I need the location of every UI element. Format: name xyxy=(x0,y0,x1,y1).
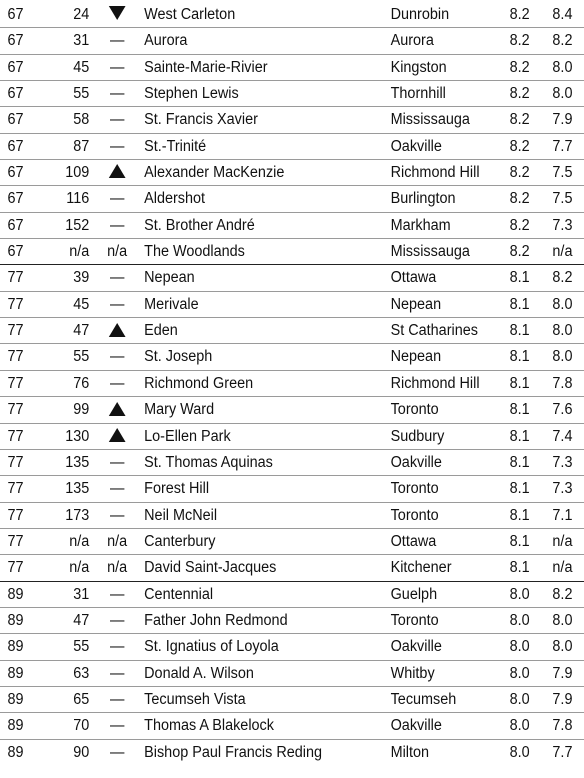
previous-rank-cell: 87 xyxy=(73,137,90,155)
dash-icon: — xyxy=(109,295,125,313)
previous-score-cell: 7.7 xyxy=(552,137,573,155)
previous-rank-cell: 24 xyxy=(73,6,90,23)
dash-icon: — xyxy=(109,111,125,129)
previous-score-cell: 7.5 xyxy=(552,190,573,208)
table-row xyxy=(0,740,584,766)
dash-icon: — xyxy=(109,638,125,656)
dash-icon: — xyxy=(109,216,125,234)
city-cell: Nepean xyxy=(390,295,442,313)
trend-cell xyxy=(104,81,130,107)
previous-score-cell: 8.2 xyxy=(552,585,573,603)
previous-rank-cell: 55 xyxy=(73,348,90,366)
score-cell: 8.2 xyxy=(509,164,530,182)
previous-rank-cell: 76 xyxy=(73,374,90,392)
dash-icon: — xyxy=(109,690,125,708)
table-row xyxy=(0,608,584,634)
table-row xyxy=(0,424,584,450)
score-cell: 8.0 xyxy=(509,690,530,708)
city-cell: Oakville xyxy=(390,638,442,656)
dash-icon: — xyxy=(109,137,125,155)
previous-score-cell: 7.6 xyxy=(552,401,573,419)
rank-cell: 67 xyxy=(7,190,24,208)
table-row xyxy=(0,239,584,265)
previous-score-cell: 7.9 xyxy=(552,664,573,682)
previous-score-cell: n/a xyxy=(552,559,573,577)
triangle-up-icon xyxy=(109,164,126,178)
rank-cell: 67 xyxy=(7,85,24,103)
school-name-cell: Neil McNeil xyxy=(144,506,218,524)
trend-cell xyxy=(104,265,130,291)
school-name-cell: Canterbury xyxy=(144,532,216,550)
city-cell: Mississauga xyxy=(390,243,470,261)
city-cell: Mississauga xyxy=(390,111,470,129)
trend-cell xyxy=(104,740,130,766)
score-cell: 8.2 xyxy=(509,6,530,23)
city-cell: Toronto xyxy=(390,506,439,524)
trend-na-text: n/a xyxy=(107,243,128,261)
trend-cell xyxy=(104,292,130,318)
dash-icon: — xyxy=(109,664,125,682)
table-row xyxy=(0,529,584,555)
table-row xyxy=(0,450,584,476)
trend-cell xyxy=(104,634,130,660)
table-row xyxy=(0,107,584,133)
rank-cell: 67 xyxy=(7,32,24,50)
school-name-cell: St. Francis Xavier xyxy=(144,111,258,129)
table-row xyxy=(0,186,584,212)
rank-cell: 77 xyxy=(7,295,24,313)
rank-cell: 67 xyxy=(7,164,24,182)
previous-rank-cell: 116 xyxy=(66,190,90,208)
city-cell: Whitby xyxy=(390,664,435,682)
city-cell: Toronto xyxy=(390,611,439,629)
score-cell: 8.1 xyxy=(509,269,530,287)
trend-cell xyxy=(104,424,130,450)
rank-cell: 89 xyxy=(7,717,24,735)
trend-cell xyxy=(104,160,130,186)
city-cell: Ottawa xyxy=(390,269,437,287)
school-name-cell: Alexander MacKenzie xyxy=(144,164,285,182)
table-row xyxy=(0,476,584,502)
dash-icon: — xyxy=(109,32,125,50)
previous-rank-cell: 47 xyxy=(73,611,90,629)
city-cell: Kitchener xyxy=(390,559,452,577)
dash-icon: — xyxy=(109,585,125,603)
city-cell: Richmond Hill xyxy=(390,374,480,392)
dash-icon: — xyxy=(109,269,125,287)
table-row xyxy=(0,265,584,291)
rank-cell: 77 xyxy=(7,453,24,471)
trend-cell xyxy=(104,318,130,344)
score-cell: 8.2 xyxy=(509,137,530,155)
dash-icon: — xyxy=(109,348,125,366)
trend-cell xyxy=(104,397,130,423)
city-cell: Guelph xyxy=(390,585,438,603)
table-row xyxy=(0,134,584,160)
previous-rank-cell: n/a xyxy=(69,559,90,577)
city-cell: Nepean xyxy=(390,348,442,366)
score-cell: 8.2 xyxy=(509,190,530,208)
previous-rank-cell: 130 xyxy=(65,427,90,445)
rank-cell: 67 xyxy=(7,216,24,234)
table-row xyxy=(0,503,584,529)
table-row xyxy=(0,344,584,370)
score-cell: 8.0 xyxy=(509,743,530,761)
dash-icon: — xyxy=(109,85,125,103)
previous-rank-cell: 70 xyxy=(73,717,90,735)
previous-score-cell: 8.2 xyxy=(552,32,573,50)
previous-score-cell: 7.4 xyxy=(552,427,573,445)
previous-rank-cell: 63 xyxy=(73,664,90,682)
score-cell: 8.1 xyxy=(509,348,530,366)
previous-rank-cell: 99 xyxy=(73,401,90,419)
score-cell: 8.2 xyxy=(509,85,530,103)
score-cell: 8.0 xyxy=(509,717,530,735)
trend-cell xyxy=(104,2,130,28)
rank-cell: 77 xyxy=(7,532,24,550)
rank-cell: 77 xyxy=(7,427,24,445)
city-cell: Toronto xyxy=(390,401,439,419)
score-cell: 8.0 xyxy=(509,585,530,603)
school-name-cell: Lo-Ellen Park xyxy=(144,427,231,445)
previous-score-cell: 7.3 xyxy=(552,453,573,471)
previous-score-cell: 8.0 xyxy=(552,348,573,366)
rank-cell: 77 xyxy=(7,374,24,392)
city-cell: Thornhill xyxy=(390,85,446,103)
dash-icon: — xyxy=(109,743,125,761)
rank-cell: 67 xyxy=(7,137,24,155)
table-row xyxy=(0,160,584,186)
dash-icon: — xyxy=(109,480,125,498)
school-name-cell: Tecumseh Vista xyxy=(144,690,246,708)
rank-cell: 89 xyxy=(7,638,24,656)
school-name-cell: Stephen Lewis xyxy=(144,85,239,103)
dash-icon: — xyxy=(109,506,125,524)
rank-cell: 77 xyxy=(7,348,24,366)
table-row xyxy=(0,213,584,239)
previous-score-cell: 7.1 xyxy=(552,506,573,524)
rank-cell: 77 xyxy=(7,322,24,340)
score-cell: 8.0 xyxy=(509,611,530,629)
score-cell: 8.1 xyxy=(509,480,530,498)
school-name-cell: Mary Ward xyxy=(144,401,215,419)
score-cell: 8.0 xyxy=(509,638,530,656)
city-cell: Ottawa xyxy=(390,532,437,550)
previous-score-cell: 8.0 xyxy=(552,295,573,313)
city-cell: Dunrobin xyxy=(390,6,450,23)
trend-cell xyxy=(104,344,130,370)
previous-rank-cell: 47 xyxy=(73,322,90,340)
school-name-cell: St. Joseph xyxy=(144,348,213,366)
previous-rank-cell: 55 xyxy=(73,638,90,656)
school-name-cell: David Saint-Jacques xyxy=(144,559,277,577)
trend-cell xyxy=(104,28,130,54)
score-cell: 8.1 xyxy=(509,401,530,419)
dash-icon: — xyxy=(109,190,125,208)
previous-rank-cell: 65 xyxy=(73,690,90,708)
previous-rank-cell: n/a xyxy=(69,532,90,550)
previous-score-cell: 8.4 xyxy=(552,6,573,23)
trend-cell xyxy=(104,608,130,634)
trend-cell xyxy=(104,55,130,81)
table-row xyxy=(0,2,584,28)
school-name-cell: Richmond Green xyxy=(144,374,254,392)
rank-cell: 89 xyxy=(7,611,24,629)
trend-cell xyxy=(104,186,130,212)
rank-cell: 89 xyxy=(7,743,24,761)
previous-score-cell: 7.7 xyxy=(552,743,573,761)
previous-score-cell: 8.0 xyxy=(552,322,573,340)
dash-icon: — xyxy=(109,611,125,629)
previous-score-cell: n/a xyxy=(552,243,573,261)
score-cell: 8.2 xyxy=(509,32,530,50)
rank-cell: 89 xyxy=(7,585,24,603)
city-cell: Oakville xyxy=(390,717,442,735)
score-cell: 8.2 xyxy=(509,243,530,261)
school-name-cell: St. Ignatius of Loyola xyxy=(144,638,279,656)
previous-rank-cell: 58 xyxy=(73,111,90,129)
triangle-up-icon xyxy=(109,428,126,442)
rank-cell: 67 xyxy=(7,111,24,129)
dash-icon: — xyxy=(109,374,125,392)
previous-score-cell: 7.8 xyxy=(552,374,573,392)
previous-rank-cell: 152 xyxy=(65,216,90,234)
previous-score-cell: n/a xyxy=(552,532,573,550)
school-name-cell: Aurora xyxy=(144,32,188,50)
score-cell: 8.2 xyxy=(509,58,530,76)
score-cell: 8.0 xyxy=(509,664,530,682)
trend-cell xyxy=(104,213,130,239)
previous-score-cell: 8.2 xyxy=(552,269,573,287)
previous-score-cell: 8.0 xyxy=(552,611,573,629)
school-name-cell: Sainte-Marie-Rivier xyxy=(144,58,268,76)
rank-cell: 77 xyxy=(7,401,24,419)
trend-cell xyxy=(104,476,130,502)
score-cell: 8.2 xyxy=(509,111,530,129)
trend-cell xyxy=(104,371,130,397)
city-cell: Tecumseh xyxy=(390,690,457,708)
school-name-cell: St.-Trinité xyxy=(144,137,207,155)
trend-cell xyxy=(104,529,130,555)
previous-rank-cell: 39 xyxy=(73,269,90,287)
city-cell: Kingston xyxy=(390,58,447,76)
table-row xyxy=(0,661,584,687)
previous-score-cell: 7.5 xyxy=(552,164,573,182)
score-cell: 8.1 xyxy=(509,374,530,392)
school-name-cell: Father John Redmond xyxy=(144,611,288,629)
previous-rank-cell: 135 xyxy=(65,453,90,471)
previous-score-cell: 7.9 xyxy=(552,111,573,129)
dash-icon: — xyxy=(109,58,125,76)
trend-cell xyxy=(104,555,130,581)
table-row xyxy=(0,687,584,713)
school-name-cell: Thomas A Blakelock xyxy=(144,717,274,735)
school-name-cell: St. Brother André xyxy=(144,216,255,234)
rank-cell: 77 xyxy=(7,506,24,524)
score-cell: 8.2 xyxy=(509,216,530,234)
rank-cell: 77 xyxy=(7,269,24,287)
previous-score-cell: 7.9 xyxy=(552,690,573,708)
school-name-cell: Nepean xyxy=(144,269,195,287)
school-name-cell: West Carleton xyxy=(144,6,236,23)
previous-score-cell: 7.8 xyxy=(552,717,573,735)
school-ranking-table xyxy=(0,2,584,766)
school-name-cell: Eden xyxy=(144,322,178,340)
school-name-cell: Donald A. Wilson xyxy=(144,664,254,682)
previous-rank-cell: 31 xyxy=(73,32,90,50)
rank-cell: 67 xyxy=(7,6,24,23)
city-cell: Toronto xyxy=(390,480,439,498)
previous-rank-cell: n/a xyxy=(69,243,90,261)
city-cell: Oakville xyxy=(390,137,442,155)
table-row xyxy=(0,713,584,739)
table-row xyxy=(0,292,584,318)
previous-rank-cell: 135 xyxy=(65,480,90,498)
previous-rank-cell: 45 xyxy=(73,58,90,76)
city-cell: St Catharines xyxy=(390,322,478,340)
city-cell: Oakville xyxy=(390,453,442,471)
city-cell: Aurora xyxy=(390,32,434,50)
school-name-cell: Bishop Paul Francis Reding xyxy=(144,743,323,761)
trend-cell xyxy=(104,239,130,265)
previous-score-cell: 7.3 xyxy=(552,480,573,498)
previous-score-cell: 8.0 xyxy=(552,85,573,103)
trend-cell xyxy=(104,582,130,608)
trend-cell xyxy=(104,713,130,739)
triangle-down-icon xyxy=(109,6,126,20)
trend-cell xyxy=(104,687,130,713)
trend-na-text: n/a xyxy=(107,532,128,550)
triangle-up-icon xyxy=(109,323,126,337)
dash-icon: — xyxy=(109,717,125,735)
rank-cell: 89 xyxy=(7,664,24,682)
school-name-cell: Forest Hill xyxy=(144,480,210,498)
rank-cell: 77 xyxy=(7,480,24,498)
previous-rank-cell: 31 xyxy=(73,585,90,603)
triangle-up-icon xyxy=(109,402,126,416)
previous-rank-cell: 173 xyxy=(65,506,90,524)
score-cell: 8.1 xyxy=(509,559,530,577)
table-row xyxy=(0,582,584,608)
table-row xyxy=(0,81,584,107)
table-row xyxy=(0,28,584,54)
previous-rank-cell: 55 xyxy=(73,85,90,103)
trend-cell xyxy=(104,134,130,160)
rank-cell: 77 xyxy=(7,559,24,577)
score-cell: 8.1 xyxy=(509,295,530,313)
table-row xyxy=(0,55,584,81)
previous-score-cell: 8.0 xyxy=(552,58,573,76)
score-cell: 8.1 xyxy=(509,453,530,471)
trend-cell xyxy=(104,661,130,687)
city-cell: Sudbury xyxy=(390,427,445,445)
trend-cell xyxy=(104,503,130,529)
school-name-cell: St. Thomas Aquinas xyxy=(144,453,273,471)
trend-cell xyxy=(104,450,130,476)
table-row xyxy=(0,634,584,660)
table-row xyxy=(0,555,584,581)
table-row xyxy=(0,318,584,344)
previous-rank-cell: 45 xyxy=(73,295,90,313)
score-cell: 8.1 xyxy=(509,532,530,550)
score-cell: 8.1 xyxy=(509,506,530,524)
city-cell: Milton xyxy=(390,743,430,761)
city-cell: Burlington xyxy=(390,190,456,208)
school-name-cell: Centennial xyxy=(144,585,214,603)
trend-cell xyxy=(104,107,130,133)
previous-rank-cell: 90 xyxy=(73,743,90,761)
city-cell: Markham xyxy=(390,216,451,234)
city-cell: Richmond Hill xyxy=(390,164,480,182)
table-row xyxy=(0,397,584,423)
school-name-cell: Aldershot xyxy=(144,190,206,208)
school-name-cell: The Woodlands xyxy=(144,243,245,261)
dash-icon: — xyxy=(109,453,125,471)
score-cell: 8.1 xyxy=(509,427,530,445)
previous-rank-cell: 109 xyxy=(65,164,90,182)
rank-cell: 67 xyxy=(7,243,24,261)
score-cell: 8.1 xyxy=(509,322,530,340)
previous-score-cell: 8.0 xyxy=(552,638,573,656)
table-row xyxy=(0,371,584,397)
rank-cell: 67 xyxy=(7,58,24,76)
school-name-cell: Merivale xyxy=(144,295,199,313)
trend-na-text: n/a xyxy=(107,559,128,577)
rank-cell: 89 xyxy=(7,690,24,708)
previous-score-cell: 7.3 xyxy=(552,216,573,234)
